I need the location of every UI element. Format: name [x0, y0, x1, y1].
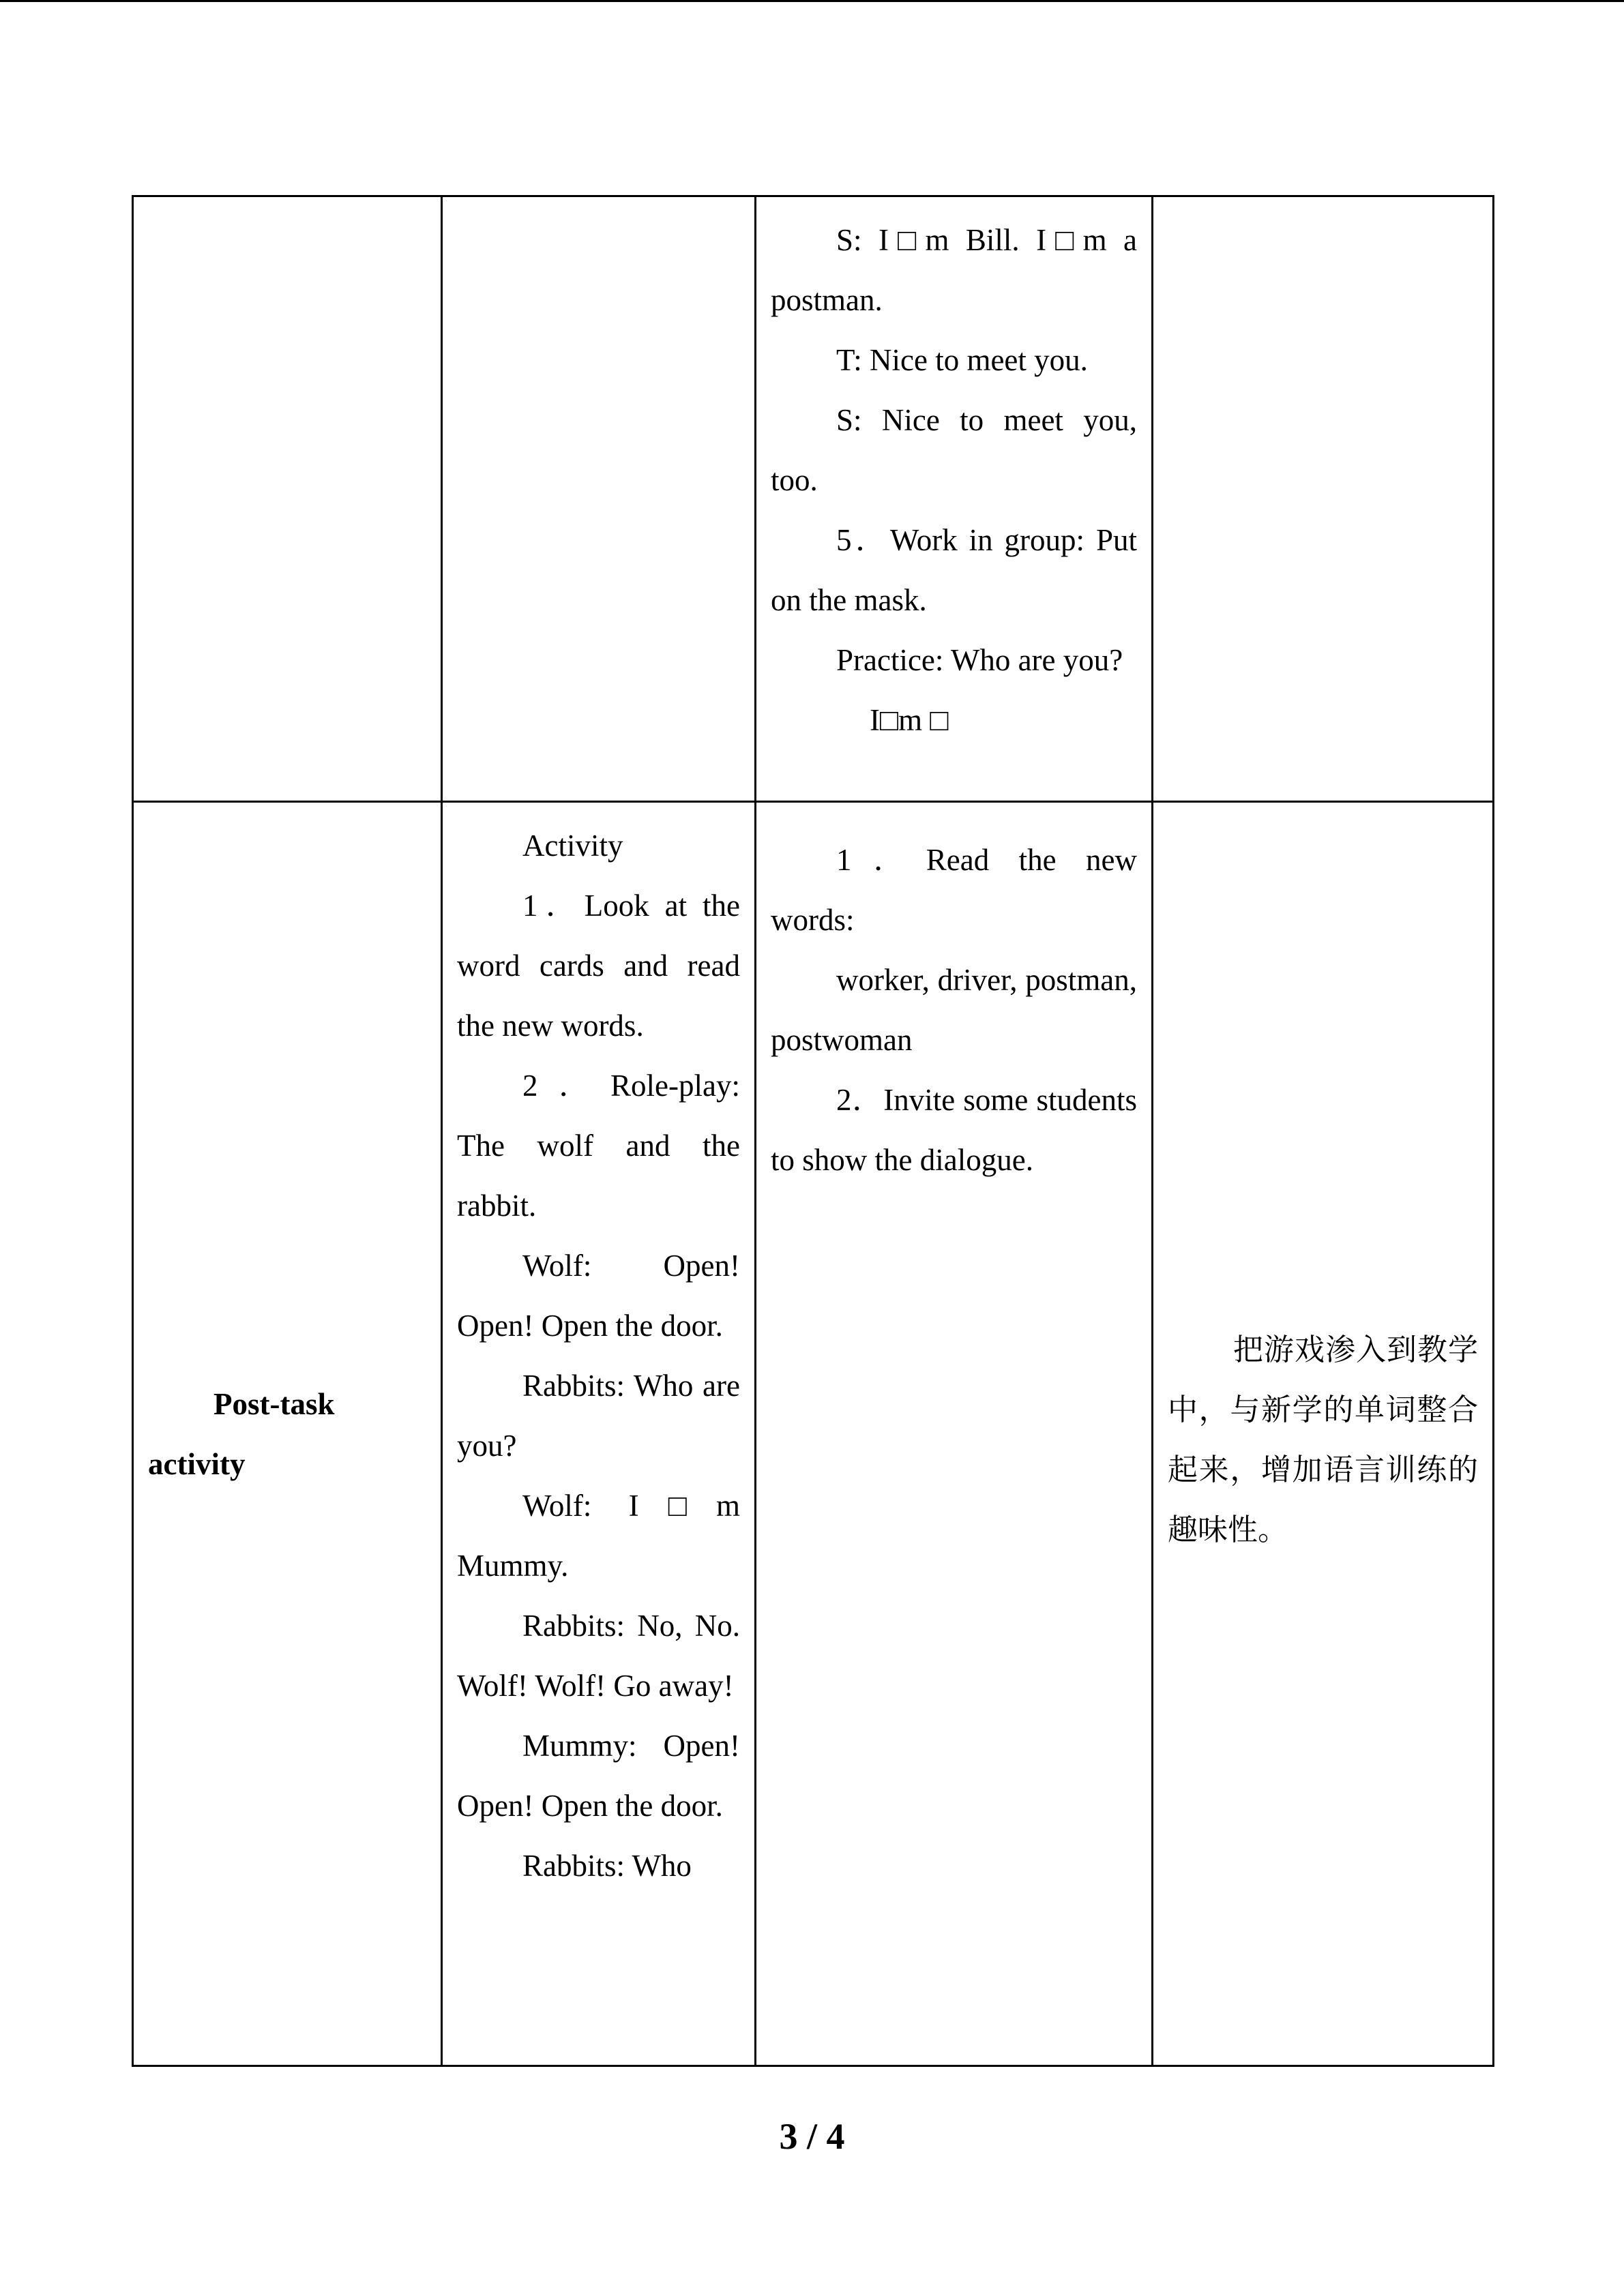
- teacher-activity-cell: [442, 196, 756, 802]
- activity-line: 1．Look at the word cards and read the new words.: [457, 889, 740, 1043]
- lesson-plan-table: [132, 195, 1494, 2067]
- table-row: [133, 802, 1494, 2066]
- student-activity-cell: [756, 196, 1153, 802]
- activity-line: S: Nice to meet you, too.: [771, 403, 1137, 497]
- teacher-activity-list: [443, 803, 754, 1896]
- top-rule: [0, 0, 1624, 2]
- activity-line: Activity: [522, 829, 623, 863]
- student-activity-list: [756, 803, 1151, 1190]
- purpose-text: 把游戏渗入到教学中，与新学的单词整合起来，增加语言训练的趣味性。: [1168, 1332, 1478, 1547]
- activity-line: 1．Read the new words:: [771, 843, 1137, 937]
- activity-line: Rabbits: Who: [522, 1849, 692, 1883]
- activity-line: S: I□m Bill. I□m a postman.: [771, 223, 1137, 317]
- teacher-activity-cell: [442, 802, 756, 2066]
- page-number: 3 / 4: [779, 2116, 845, 2157]
- teacher-activity-list: [443, 197, 754, 210]
- activity-line: Rabbits: No, No. Wolf! Wolf! Go away!: [457, 1609, 740, 1703]
- activity-line: 2．Role-play: The wolf and the rabbit.: [457, 1069, 740, 1223]
- activity-line: Wolf: Open! Open! Open the door.: [457, 1249, 740, 1343]
- activity-line: Practice: Who are you?: [836, 643, 1123, 677]
- purpose-cell: [1153, 802, 1494, 2066]
- stage-cell: [133, 802, 442, 2066]
- student-activity-cell: [756, 802, 1153, 2066]
- student-activity-list: [756, 197, 1151, 750]
- activity-line: Rabbits: Who are you?: [457, 1369, 740, 1463]
- activity-line: Mummy: Open! Open! Open the door.: [457, 1729, 740, 1823]
- stage-label: Post-task activity: [148, 1386, 335, 1481]
- activity-line: 5．Work in group: Put on the mask.: [771, 523, 1137, 617]
- activity-line: 2．Invite some students to show the dialogue.: [771, 1083, 1137, 1177]
- activity-line: T: Nice to meet you.: [836, 343, 1088, 377]
- purpose-cell: [1153, 196, 1494, 802]
- table-row: [133, 196, 1494, 802]
- stage-cell: [133, 196, 442, 802]
- activity-line: Wolf: I□m Mummy.: [457, 1489, 740, 1583]
- activity-line: worker, driver, postman, postwoman: [771, 963, 1137, 1057]
- activity-line: I□m □: [870, 703, 949, 737]
